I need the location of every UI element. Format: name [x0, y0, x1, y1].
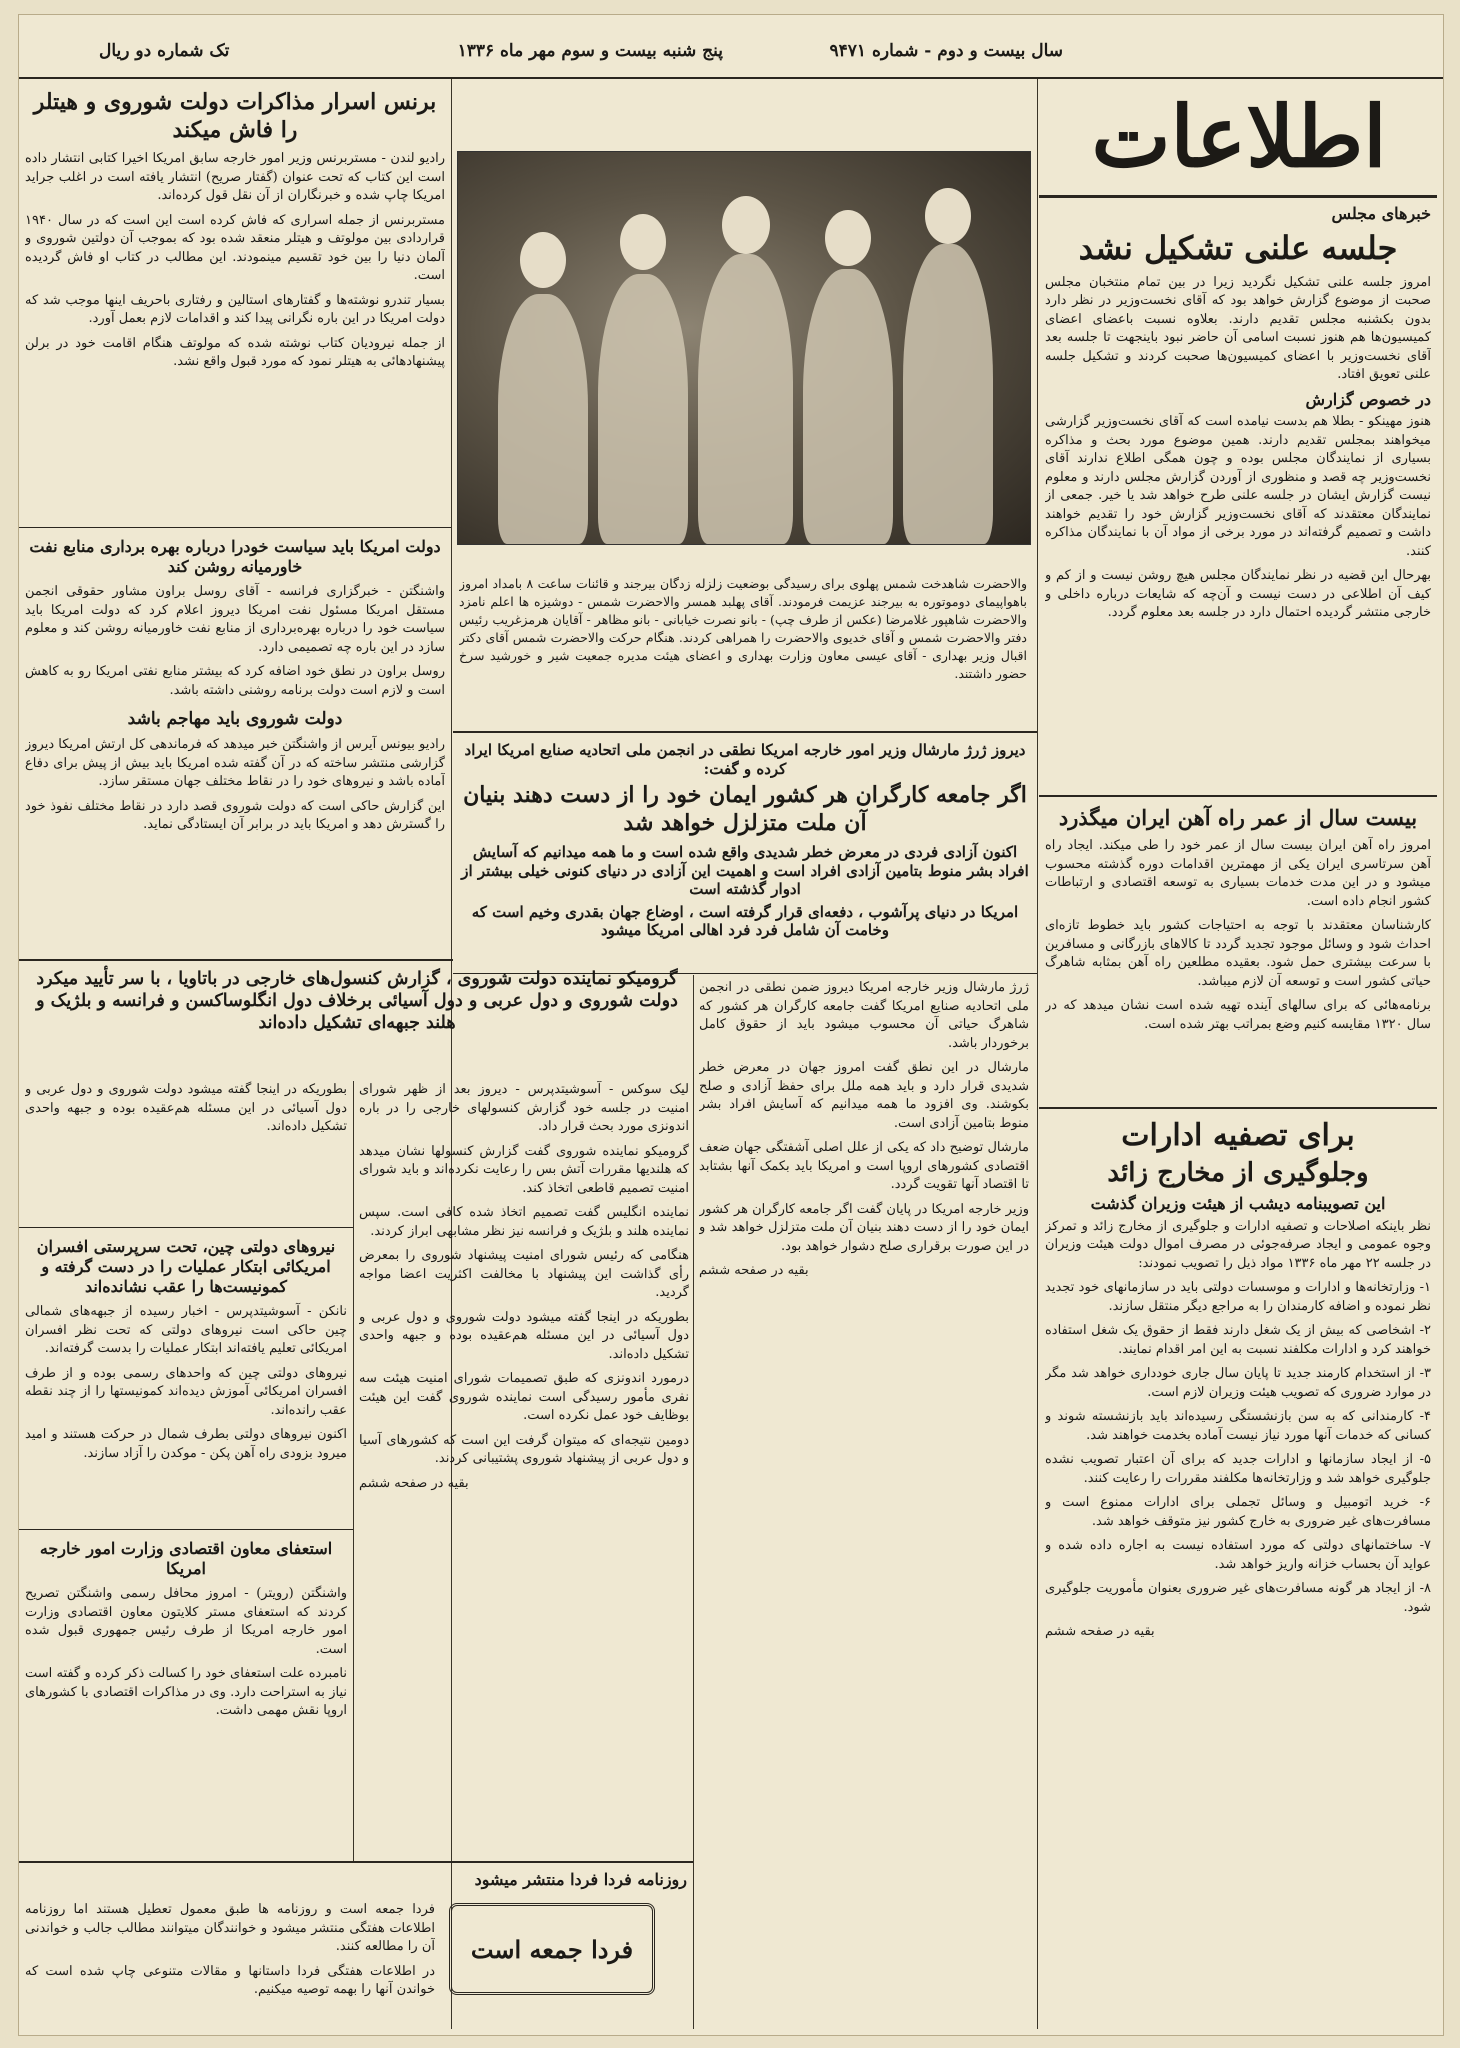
- rule-ad: [19, 1861, 693, 1863]
- tasfieh-item: ۷- ساختمانهای دولتی که مورد استفاده نیست به اجاره داده شده و عواید آن بحساب خزانه واریز خواهد شد.: [1045, 1538, 1431, 1572]
- issue-number: سال بیست و دوم - شماره ۹۴۷۱: [829, 41, 1063, 61]
- col-divider-marshall: [693, 975, 694, 2029]
- majlis-kicker: خبرهای مجلس: [1331, 204, 1431, 223]
- soviet-article: [25, 705, 445, 955]
- ad-body: [25, 1901, 435, 2023]
- gromyko-headline-block: [25, 965, 689, 1077]
- marshall-kicker: دیروز ژرژ مارشال وزیر امور خارجه امریکا نطقی در انجمن ملی اتحادیه صنایع امریکا ایراد کرده و گفت:: [464, 741, 1026, 778]
- majlis-article: [1045, 201, 1431, 789]
- brunes-article: [25, 85, 445, 525]
- brunes-paragraph: رادیو لندن - مستربرنس وزیر امور خارجه سابق امریکا اخیرا کتابی انتشار داده است این کتاب که تحت عنوان (گفتار صریح) انتشار یافته است در اغلب جراید امریکا چاپ شده و خبرنگاران از آن نقل قول کرده‌اند.: [25, 151, 445, 203]
- newspaper-page: [18, 14, 1444, 2036]
- marshall-subhead-1: اکنون آزادی فردی در معرض خطر شدیدی واقع شده است و ما همه میدانیم که آسایش افراد بشر منوط بتامین آزادی افراد است و اهمیت این آزادی در دنیای کنونی خیلی بیشتر از ادوار گذشته است: [461, 843, 1029, 898]
- marshall-paragraph: مارشال توضیح داد که یکی از علل اصلی آشفتگی جهان ضعف اقتصادی کشورهای اروپا است و امریکا باید بکمک آنها بشتابد تا اقتصاد آنها تقویت گردد.: [699, 1140, 1029, 1192]
- china-paragraph: نانکن - آسوشیتدپرس - اخبار رسیده از جبهه‌های شمالی چین حاکی است نیروهای دولتی که تحت نظر افسران امریکائی تعلیم یافته‌اند ابتکار عملیات را بدست گرفته‌اند.: [25, 1304, 347, 1356]
- marshall-paragraph: مارشال در این نطق گفت امروز جهان در معرض خطر شدیدی قرار دارد و باید همه ملل برای حفظ آزادی و صلح بکوشند. وی افزود ما همه میدانیم که آسایش افراد بشر منوط بتامین آزادی است.: [699, 1060, 1029, 1131]
- gromyko-paragraph: درمورد اندونزی که طبق تصمیمات شورای امنیت هیئت سه نفری مأمور رسیدگی است نماینده شوروی گفت این هیئت بوظایف خود عمل نکرده است.: [359, 1371, 689, 1423]
- tasfieh-headline-1: برای تصفیه ادارات: [1121, 1118, 1355, 1153]
- majlis-paragraph: هنوز مهینکو - بطلا هم بدست نیامده است که آقای نخست‌وزیر گزارشی میخواهند بمجلس تقدیم دارند. همین موضوع مورد بحث و مذاکره بسیاری از نمایندگان مجلس بوده و چون همگی اطلاع ندارند آقای نخست‌وزیر چه قصد و منظوری از آوردن گزارش مجلس دارند و معلوم نیست گزارش ایشان در جلسه علنی طرح خواهد شد یا خیر. جمعی از نمایندگان معتقدند که آقای نخست‌وزیر گزارش خود را تقدیم خواهند داشت و تصمیم گرفته‌اند در مورد برخی از مواد آن با نمایندگان مذاکره کنند.: [1045, 414, 1431, 559]
- masthead-bar: [19, 33, 1443, 73]
- gromyko-continued: بقیه در صفحه ششم: [359, 1475, 469, 1491]
- rule-rail: [1039, 795, 1437, 797]
- rule-gromyko: [19, 959, 453, 961]
- marshall-continued: بقیه در صفحه ششم: [699, 1263, 809, 1278]
- tasfieh-item: ۲- اشخاصی که بیش از یک شغل دارند فقط از حقوق یک شغل استفاده خواهند کرد و ادارات مکلفند نسبت به این امر اقدام نمایند.: [1045, 1323, 1431, 1357]
- rail-paragraph: امروز راه آهن ایران بیست سال از عمر خود را طی میکند. ایجاد راه آهن سرتاسری ایران یکی از مهمترین اقدامات دوره گذشته محسوب میشود و در این مدت خدمات بسیاری به توسعه اقتصادی و ارتباطات کشور انجام داده است.: [1045, 838, 1431, 909]
- gromyko-headline: گرومیکو نماینده دولت شوروی ، گزارش کنسول‌های خارجی در باتاویا ، با سر تأیید میکرد دولت شوروی و دول عربی و دول آسیائی برخلاف دول انگلوساکسن و فرانسه و بلژیک و هلند جبهه‌ای تشکیل داده‌اند: [36, 969, 678, 1033]
- tasfieh-item: ۸- از ایجاد هر گونه مسافرت‌های غیر ضروری بعنوان مأموریت جلوگیری شود.: [1045, 1581, 1431, 1615]
- ad-title-block: [25, 1867, 687, 1897]
- brunes-paragraph: مستربرنس از جمله اسراری که فاش کرده است این است که در سال ۱۹۴۰ قراردادی بین مولوتف و هیتلر منعقد شده بود که بموجب آن دولتین شوروی و آلمان دنیا را بین خود تقسیم مینمودند. این مطالب در کتاب او فاش گردیده است.: [25, 212, 445, 283]
- ad-paragraph: فردا جمعه است و روزنامه ها طبق معمول تعطیل هستند اما روزنامه اطلاعات هفتگی منتشر میشود و خوانندگان میتوانند مطالب جالب و خواندنی آن را مطالعه کنند.: [25, 1902, 435, 1954]
- rail-paragraph: برنامه‌هائی که برای سالهای آینده تهیه شده است نشان میدهد که در سال ۱۳۲۰ مقایسه کنیم وضع بمراتب بهتر شده است.: [1045, 998, 1431, 1032]
- rail-paragraph: کارشناسان معتقدند با توجه به احتیاجات کشور باید خطوط تازه‌ای احداث شود و وسائل موجود تجدید گردد تا کالاهای بازرگانی و مسافرین با سرعت بیشتری حمل شود. بعقیده مطلعین راه آهن بمثابه شاهرگ حیاتی کشور است و توسعه آن لازم میباشد.: [1045, 918, 1431, 989]
- resign-paragraph: نامبرده علت استعفای خود را کسالت ذکر کرده و گفته است نیاز به استراحت دارد. وی در مذاکرات اقتصادی با کشورهای اروپا نقش مهمی داشت.: [25, 1666, 347, 1718]
- rule-mideast: [19, 527, 451, 528]
- majlis-paragraph: بهرحال این قضیه در نظر نمایندگان مجلس هیچ روشن نیست و از کم و کیف آن اطلاعی در دست نیست و آن‌چه که شایعات درباره داخلی و خارجی منتشر گردیده احتمال دارد در جلسه بعد معلوم گردد.: [1045, 568, 1431, 620]
- mideast-paragraph: روسل براون در نطق خود اضافه کرد که بیشتر منابع نفتی امریکا رو به کاهش است و لازم است دولت برنامه روشنی داشته باشد.: [25, 664, 445, 698]
- brunes-paragraph: بسیار تندرو نوشته‌ها و گفتارهای استالین و رفتاری باحریف اینها موجب شد که دولت امریکا در این باره نگرانی پیدا کند و اقدامات لازم بعمل آورد.: [25, 292, 445, 326]
- masthead-logo: اطلاعات: [1091, 87, 1387, 186]
- mideast-headline: دولت امریکا باید سیاست خودرا درباره بهره برداری منابع نفت خاورمیانه روشن کند: [29, 537, 441, 576]
- china-paragraph: نیروهای دولتی چین که واحدهای رسمی بوده و از طرف افسران امریکائی آموزش دیده‌اند کمونیستها را از چند نقطه عقب رانده‌اند.: [25, 1365, 347, 1418]
- resign-paragraph: واشنگتن (رویتر) - امروز محافل رسمی واشنگتن تصریح کردند که استعفای مستر کلایتون معاون اقتصادی وزارت امور خارجه امریکا از طرف رئیس جمهوری قبول شده است.: [25, 1586, 347, 1657]
- tasfieh-item: ۴- کارمندانی که به سن بازنشستگی رسیده‌اند باید بازنشسته شوند و کسانی که خدمات آنها مورد نیاز نیست آماده بخدمت خواهند شد.: [1045, 1409, 1431, 1443]
- marshall-article: [699, 979, 1029, 2019]
- majlis-subhead: در خصوص گزارش: [1305, 389, 1431, 409]
- gromyko-paragraph: هنگامی که رئیس شورای امنیت پیشنهاد شوروی را بمعرض رأی گذاشت این پیشنهاد با مخالفت اکثریت اعضا مواجه گردید.: [359, 1248, 689, 1300]
- news-photo: [457, 151, 1031, 545]
- soviet-paragraph: رادیو بیونس آیرس از واشنگتن خبر میدهد که فرماندهی کل ارتش امریکا دیروز گزارشی منتشر ساخته که در آن گفته شده امریکا باید بیش از پیش برای دفاع آماده باشد و نیروهای خود را در نقاط مختلف جهان مستقر سازد.: [25, 737, 445, 790]
- marshall-headline: اگر جامعه کارگران هر کشور ایمان خود را از دست دهند بنیان آن ملت متزلزل خواهد شد: [463, 782, 1027, 836]
- logo-rule: [1039, 195, 1437, 198]
- tasfieh-item: ۵- از ایجاد سازمانها و ادارات جدید که برای آن اعتبار تصویب نشده جلوگیری خواهد شد و وزارتخانه‌ها مکلفند مقررات را رعایت کنند.: [1045, 1452, 1431, 1486]
- tasfieh-headline-2: وجلوگیری از مخارج زائد: [1107, 1157, 1369, 1188]
- china-article: [25, 1233, 347, 1525]
- china-paragraph: اکنون نیروهای دولتی بطرف شمال در حرکت هستند و امید میرود بزودی راه آهن پکن - موکدن را آزاد سازند.: [25, 1427, 347, 1461]
- marshall-subhead-2: امریکا در دنیای پرآشوب ، دفعه‌ای قرار گرفته است ، اوضاع جهان بقدری وخیم است که وخامت آن شامل فرد فرد اهالی امریکا میشود: [471, 902, 1019, 939]
- tasfieh-article: [1045, 1113, 1431, 2025]
- brunes-paragraph: از جمله نیرودیان کتاب نوشته شده که مولوتف هنگام اقامت خود در برلن پیشنهادهائی به هیتلر نمود که مورد قبول واقع نشد.: [25, 335, 445, 369]
- resign-article: [25, 1535, 347, 1855]
- col-divider-gromyko: [353, 1081, 354, 1861]
- gromyko-paragraph: بطوریکه در اینجا گفته میشود دولت شوروی و دول عربی و دول آسیائی در این مسئله هم‌عقیده بوده و جبهه واحدی تشکیل داده‌اند.: [359, 1309, 689, 1362]
- majlis-headline: جلسه علنی تشکیل نشد: [1078, 228, 1398, 267]
- gromyko-paragraph: دومین نتیجه‌ای که میتوان گرفت این است که کشورهای آسیا و دول عربی از پیشنهاد شوروی پشتیبانی کردند.: [359, 1432, 689, 1466]
- resign-headline: استعفای معاون اقتصادی وزارت امور خارجه امریکا: [39, 1539, 333, 1578]
- col-divider-right: [1037, 79, 1038, 2029]
- mideast-paragraph: واشنگتن - خبرگزاری فرانسه - آقای روسل براون مشاور حقوقی انجمن مستقل امریکا مسئول نفت امریکا دیروز اعلام کرد که دولت امریکا باید سیاست خود را درباره بهره‌برداری از منابع نفت خاورمیانه روشن کند و معلوم سازد در این باره چه تصمیمی دارد.: [25, 584, 445, 655]
- rail-article: [1045, 801, 1431, 1101]
- marshall-paragraph: ژرژ مارشال وزیر خارجه امریکا دیروز ضمن نطقی در انجمن ملی اتحادیه صنایع امریکا گفت جامعه کارگران هر کشور که شاهرگ حیاتی آن محسوب میشود باید از حقوق کامل برخوردار باشد.: [699, 980, 1029, 1051]
- tasfieh-item: ۳- از استخدام کارمند جدید تا پایان سال جاری خودداری خواهد شد مگر در موارد ضروری که تصویب هیئت وزیران لازم است.: [1045, 1366, 1431, 1400]
- gromyko-paragraph: گرومیکو نماینده شوروی گفت گزارش کنسولها نشان میدهد که هلندیها مقررات آتش بس را رعایت نکرده‌اند و باید شورای امنیت تصمیم قاطعی اتخاذ کند.: [359, 1143, 689, 1196]
- majlis-paragraph: امروز جلسه علنی تشکیل نگردید زیرا در بین تمام منتخبان مجلس صحبت از موضوع گزارش خواهد بود که آقای نخست‌وزیر در نظر دارد بدون بکشنبه مجلس تقدیم دارند. بعلاوه نسبت باعضای اعضای کمیسیون‌ها هم هنوز نسبت اسامی آن حاضر نبود باینجهت تا جلسه بعد آقای نخست‌وزیر با اعضای کمیسیون‌ها صحبت کردند و تشکیل جلسه علنی تعویق افتاد.: [1045, 274, 1431, 382]
- issue-date: پنج شنبه بیست و سوم مهر ماه ۱۳۳۶: [457, 41, 723, 61]
- marshall-headline-block: [459, 737, 1031, 967]
- tasfieh-subhead: این تصویبنامه دیشب از هیئت وزیران گذشت: [1090, 1194, 1386, 1213]
- gromyko-paragraph: نماینده انگلیس گفت تصمیم اتخاذ شده کافی است. سپس نماینده هلند و بلژیک و فرانسه نیز نظر مشابهی ابراز کردند.: [359, 1205, 689, 1239]
- photo-caption: والاحضرت شاهدخت شمس پهلوی برای رسیدگی بوضعیت زلزله زدگان بیرجند و قائنات ساعت ۸ بامداد امروز باهواپیمای دوموتوره به بیرجند عزیمت فرمودند. آقای پهلبد همسر والاحضرت شمس - دوشیزه ها اعلم نامزد والاحضرت شاهپور غلامرضا (عکس از طرف چپ) - بانو نصرت خیابانی - بانو مظاهر - آقایان هرمزغریب رئیس دفتر والاحضرت شمس و آقای خدیوی والاحضرت را همراهی کردند. هنگام حرکت والاحضرت شمس آقای دکتر اقبال وزیر بهداری - آقای عیسی معاون وزارت بهداری و اعضای هیئت مدیره جمعیت شیر و خورشید سرخ حضور داشتند.: [459, 576, 1027, 681]
- rule-marshall: [453, 731, 1037, 733]
- ad-paragraph: در اطلاعات هفتگی فردا داستانها و مقالات متنوعی چاپ شده است که خواندن آنها را بهمه توصیه میکنیم.: [25, 1963, 435, 1997]
- tasfieh-item: ۶- خرید اتومبیل و وسائل تجملی برای ادارات ممنوع است و مسافرت‌های غیر ضروری به خارج کشور نیز متوقف خواهد شد.: [1045, 1495, 1431, 1529]
- top-rule: [19, 77, 1443, 79]
- tasfieh-item: ۱- وزارتخانه‌ها و ادارات و موسسات دولتی باید در سازمانهای خود تجدید نظر نموده و اضافه کارمندان را به مراجع دیگر منتقل سازند.: [1045, 1280, 1431, 1314]
- soviet-paragraph: این گزارش حاکی است که دولت شوروی قصد دارد در نقاط مختلف نفوذ خود را گسترش دهد و امریکا باید در برابر آن ایستادگی نماید.: [25, 798, 445, 833]
- rule-resign: [19, 1529, 353, 1530]
- gromyko-paragraph: بطوریکه در اینجا گفته میشود دولت شوروی و دول عربی و دول آسیائی در این مسئله هم‌عقیده بوده و جبهه واحدی تشکیل داده‌اند.: [25, 1082, 347, 1134]
- marshall-paragraph: وزیر خارجه امریکا در پایان گفت اگر جامعه کارگران هر کشور ایمان خود را از دست دهند بنیان آن ملت متزلزل خواهد شد و در این صورت برقراری صلح دشوار خواهد بود.: [699, 1201, 1029, 1254]
- mideast-article: [25, 533, 445, 701]
- gromyko-paragraph: لیک سوکس - آسوشیتدپرس - دیروز بعد از ظهر شورای امنیت در جلسه خود گزارش کنسولهای خارجی را در باره اندونزی مورد بحث قرار داد.: [359, 1082, 689, 1134]
- rail-headline: بیست سال از عمر راه آهن ایران میگذرد: [1058, 805, 1418, 830]
- china-headline: نیروهای دولتی چین، تحت سرپرستی افسران امریکائی ابتکار عملیات را در دست گرفته و کمونیست‌ها را عقب نشانده‌اند: [36, 1237, 336, 1296]
- rule-china: [19, 1227, 353, 1228]
- issue-price: تک شماره دو ریال: [99, 41, 230, 61]
- tasfieh-continued: بقیه در صفحه ششم: [1045, 1624, 1155, 1639]
- brunes-headline: برنس اسرار مذاکرات دولت شوروی و هیتلر را فاش میکند: [33, 89, 437, 143]
- ad-frame: فردا جمعه است: [449, 1903, 655, 1995]
- rule-tasfieh: [1039, 1107, 1437, 1109]
- ad-title: روزنامه فردا فردا منتشر میشود: [474, 1870, 687, 1889]
- tasfieh-intro: نظر باینکه اصلاحات و تصفیه ادارات و جلوگیری از مخارج زائد و تمرکز وجوه عمومی و ایجاد صرفه‌جوئی در مصرف اموال دولت هیئت وزیران در جلسه ۲۲ مهر ماه ۱۳۳۶ مواد ذیل را تصویب نمودند:: [1045, 1218, 1431, 1271]
- soviet-headline: دولت شوروی باید مهاجم باشد: [127, 709, 343, 729]
